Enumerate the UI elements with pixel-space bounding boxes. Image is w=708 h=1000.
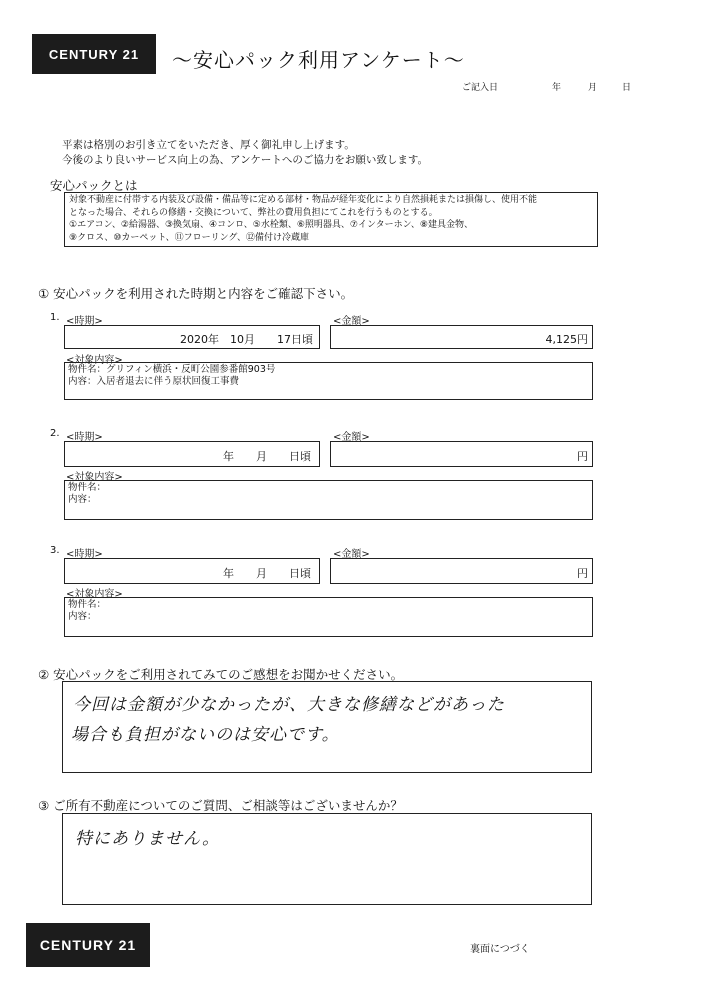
definition-heading: 安心パックとは [50, 178, 138, 193]
period-label: <時期> [66, 316, 103, 327]
period-value: 年 月 日頃 [223, 450, 311, 463]
content-line: 内容： [68, 611, 97, 622]
q2-answer-line: 場合も負担がないのは安心です。 [71, 725, 340, 745]
fill-date-label: ご記入日 [462, 83, 499, 93]
amount-label: <金額> [333, 316, 370, 327]
entry-number: 2. [50, 428, 60, 439]
property-line: 物件名： [68, 482, 107, 493]
definition-line: 対象不動産に付帯する内装及び設備・備品等に定める部材・物品が経年変化により自然損耗または損傷し、使用不能 [69, 195, 538, 205]
century21-logo-bottom [26, 923, 150, 967]
definition-line: ①エアコン、②給湯器、③換気扇、④コンロ、⑤水栓類、⑥照明器具、⑦インターホン、⑧建具金物、 [69, 220, 473, 230]
property-line: 物件名： [68, 599, 107, 610]
q3-heading: ③ ご所有不動産についてのご質問、ご相談等はございませんか？ [38, 798, 403, 813]
definition-line: ⑨クロス、⑩カーペット、⑪フローリング、⑫備付け冷蔵庫 [69, 232, 310, 243]
fill-date-month: 月 [588, 83, 598, 93]
intro-line: 今後のより良いサービス向上の為、アンケートへのご協力をお願い致します。 [62, 154, 429, 166]
content-line: 内容：入居者退去に伴う原状回復工事費 [68, 376, 240, 387]
logo-text: CENTURY 21 [48, 46, 140, 62]
intro-text [62, 138, 428, 168]
q3-answer-line: 特にありません。 [75, 829, 221, 849]
q3-answer-box[interactable] [62, 813, 592, 905]
q1-heading: ① 安心パックを利用された時期と内容をご確認下さい。 [38, 286, 354, 301]
fill-date-year: 年 [552, 83, 562, 93]
q2-answer-line: 今回は金額が少なかったが、大きな修繕などがあった [73, 695, 505, 715]
amount-value: 円 [577, 450, 588, 463]
period-field[interactable] [64, 441, 320, 467]
target-label: <対象内容> [66, 472, 123, 483]
fill-date-day: 日 [622, 83, 632, 93]
amount-field[interactable] [330, 441, 593, 467]
period-field[interactable] [64, 325, 320, 349]
target-field[interactable] [64, 362, 593, 400]
amount-label: <金額> [333, 549, 370, 560]
target-label: <対象内容> [66, 589, 123, 600]
amount-field[interactable] [330, 325, 593, 349]
definition-box [64, 192, 598, 247]
period-field[interactable] [64, 558, 320, 584]
period-value: 2020年 10月 17日頃 [180, 333, 313, 346]
target-field[interactable] [64, 597, 593, 637]
content-line: 内容： [68, 494, 97, 505]
target-field[interactable] [64, 480, 593, 520]
continue-note: 裏面につづく [470, 944, 530, 955]
amount-label: <金額> [333, 432, 370, 443]
target-label: <対象内容> [66, 355, 123, 366]
property-line: 物件名：グリフィン横浜・反町公園参番館903号 [68, 364, 276, 375]
intro-line: 平素は格別のお引き立てをいただき、厚く御礼申し上げます。 [62, 139, 355, 151]
page-title: ～安心パック利用アンケート～ [172, 48, 465, 72]
q2-answer-box[interactable] [62, 681, 592, 773]
century21-logo-top [32, 34, 156, 74]
period-label: <時期> [66, 432, 103, 443]
definition-line: となった場合、それらの修繕・交換について、弊社の費用負担にてこれを行うものとする。 [69, 207, 438, 218]
period-value: 年 月 日頃 [223, 567, 311, 580]
period-label: <時期> [66, 549, 103, 560]
amount-value: 4,125円 [545, 333, 588, 346]
amount-field[interactable] [330, 558, 593, 584]
amount-value: 円 [577, 567, 588, 580]
logo-text: CENTURY 21 [39, 937, 137, 953]
entry-number: 1. [50, 312, 60, 323]
q2-heading: ② 安心パックをご利用されてみてのご感想をお聞かせください。 [38, 667, 404, 682]
entry-number: 3. [50, 545, 60, 556]
